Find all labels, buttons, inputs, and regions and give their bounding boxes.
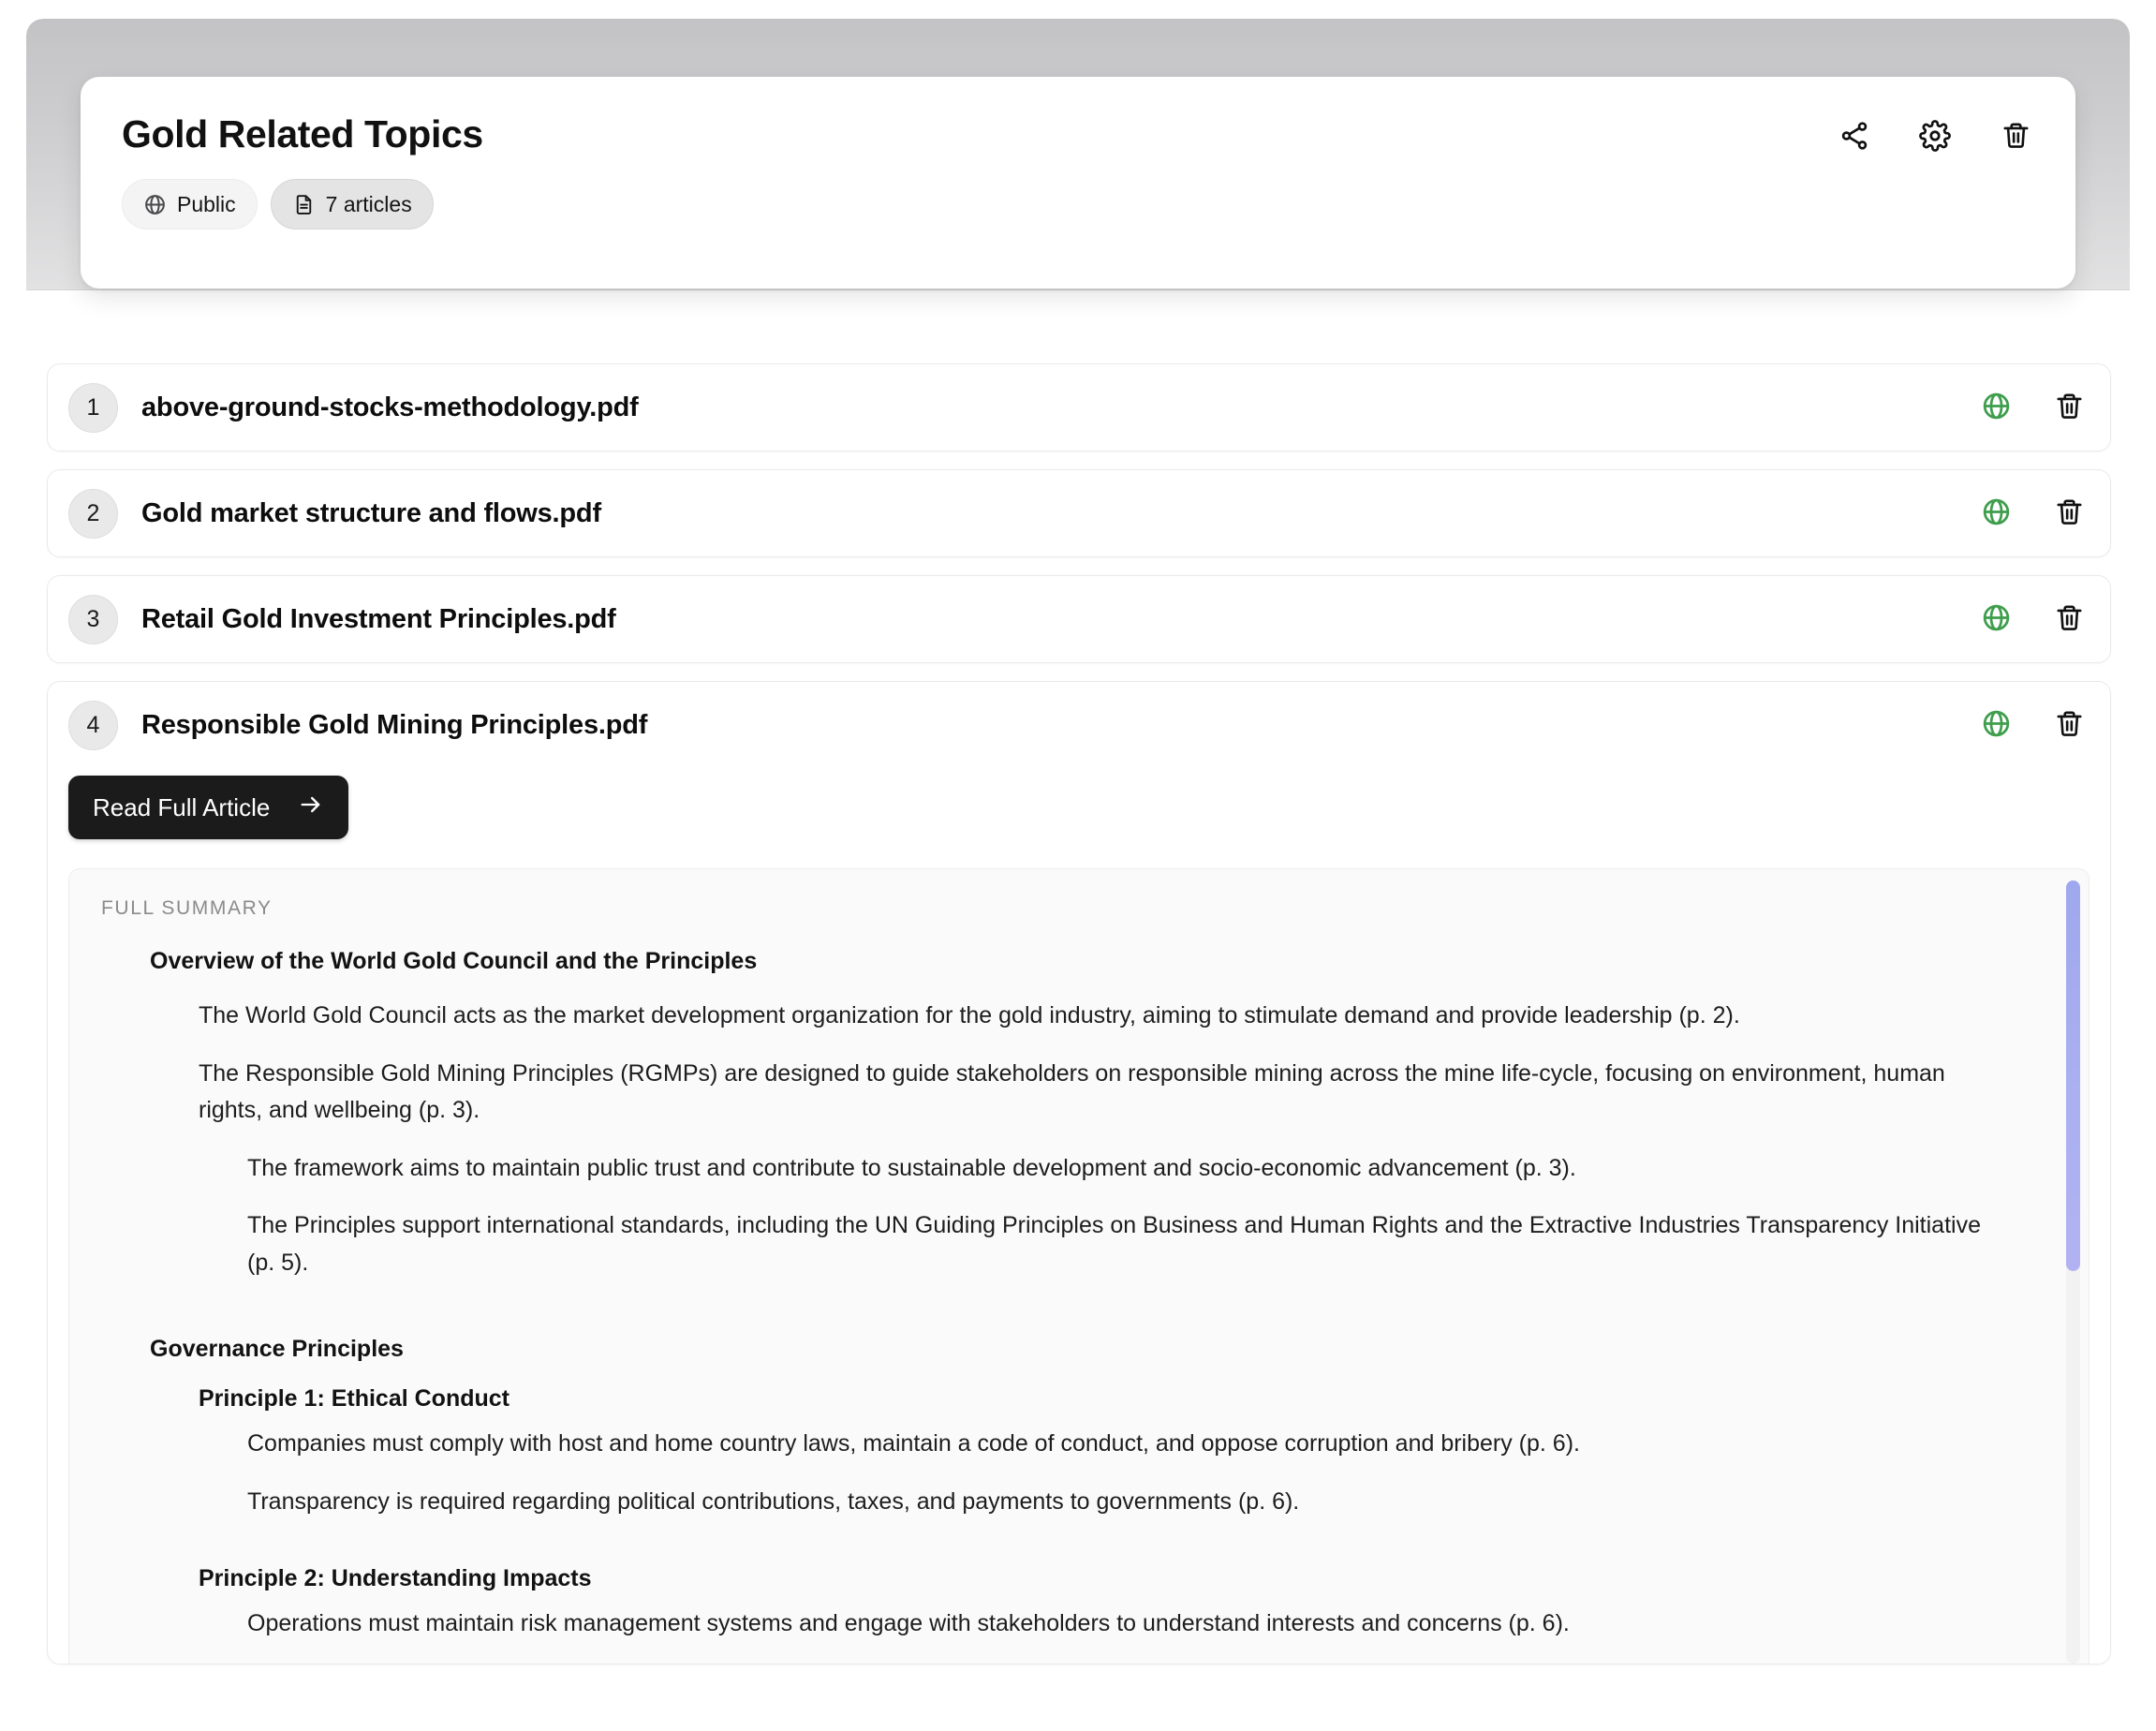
article-index-badge: 4 (68, 701, 118, 750)
globe-icon (143, 193, 167, 216)
settings-button[interactable] (1916, 118, 1954, 155)
summary-principle-point: Transparency is required regarding political contributions, taxes, and payments to governments (p. 6). (247, 1487, 1300, 1515)
gear-icon (1919, 120, 1951, 155)
article-visibility-button[interactable] (1977, 495, 2015, 532)
delete-collection-button[interactable] (1997, 118, 2034, 155)
summary-section-heading: Overview of the World Gold Council and the Principles (150, 948, 758, 974)
summary-paragraph: The Responsible Gold Mining Principles (RGMPs) are designed to guide stakeholders on responsible mining across the mine life-cycle, focusing on environment, human rights, and wellbeing (p. 3). (199, 1059, 1945, 1123)
summary-principle-title: Principle 2: Understanding Impacts (199, 1565, 592, 1591)
globe-icon (1981, 602, 2012, 636)
delete-article-button[interactable] (2050, 706, 2088, 744)
summary-principle-title: Principle 1: Ethical Conduct (199, 1385, 509, 1412)
collection-header-left (122, 114, 483, 229)
article-header[interactable] (48, 364, 2110, 451)
summary-paragraph: The World Gold Council acts as the market development organization for the gold industry, aiming to stimulate demand and provide leadership (p. 2). (199, 1002, 1740, 1028)
summary-sub-paragraph: The Principles support international standards, including the UN Guiding Principles on Business and Human Rights and the Extractive Industries Transparency Initiative (p. 5). (247, 1212, 1981, 1276)
document-icon (292, 193, 316, 216)
article-title: Gold market structure and flows.pdf (141, 497, 601, 528)
article-title: Responsible Gold Mining Principles.pdf (141, 709, 648, 740)
article-header[interactable] (48, 682, 2110, 768)
arrow-right-icon (298, 792, 324, 824)
article-actions (1977, 495, 2088, 532)
summary-scrollbar-thumb[interactable] (2066, 880, 2080, 1271)
read-full-article-button[interactable] (68, 776, 348, 839)
article-actions (1977, 600, 2088, 638)
share-icon (1839, 120, 1870, 155)
article-card[interactable] (47, 575, 2111, 663)
read-full-article-label: Read Full Article (93, 792, 271, 821)
globe-icon (1981, 496, 2012, 530)
trash-icon (2054, 708, 2085, 742)
trash-icon (2001, 120, 2031, 154)
article-title: Retail Gold Investment Principles.pdf (141, 603, 616, 634)
trash-icon (2054, 496, 2085, 530)
page-title: Gold Related Topics (122, 112, 483, 155)
article-list (47, 363, 2111, 1682)
collection-header-card (81, 77, 2075, 288)
article-title: above-ground-stocks-methodology.pdf (141, 392, 639, 422)
article-visibility-button[interactable] (1977, 600, 2015, 638)
article-count-badge[interactable] (271, 179, 434, 229)
summary-section-heading: Governance Principles (150, 1336, 404, 1362)
summary-scrollbar[interactable] (2066, 880, 2080, 1664)
article-card[interactable] (47, 363, 2111, 451)
trash-icon (2054, 602, 2085, 636)
full-summary-panel (68, 868, 2090, 1664)
summary-sub-paragraph: The framework aims to maintain public trust and contribute to sustainable development and socio-economic advancement (p. 3). (247, 1154, 1576, 1181)
globe-icon (1981, 708, 2012, 742)
trash-icon (2054, 391, 2085, 424)
article-header[interactable] (48, 470, 2110, 556)
collection-badges (122, 179, 483, 229)
article-index-badge: 2 (68, 489, 118, 539)
article-card-expanded[interactable] (47, 681, 2111, 1664)
summary-principle-point: Companies must comply with host and home country laws, maintain a code of conduct, and oppose corruption and bribery (p. 6). (247, 1430, 1580, 1457)
summary-principle-point: Operations must maintain risk management systems and engage with stakeholders to understand interests and concerns (p. 6). (247, 1610, 1570, 1636)
article-visibility-button[interactable] (1977, 706, 2015, 744)
collection-actions (1836, 118, 2034, 155)
article-actions (1977, 706, 2088, 744)
article-actions (1977, 389, 2088, 426)
article-visibility-button[interactable] (1977, 389, 2015, 426)
delete-article-button[interactable] (2050, 600, 2088, 638)
article-header[interactable] (48, 576, 2110, 662)
delete-article-button[interactable] (2050, 495, 2088, 532)
visibility-badge[interactable] (122, 179, 258, 229)
page-shell (26, 19, 2130, 1731)
full-summary-label: FULL SUMMARY (101, 897, 273, 919)
globe-icon (1981, 391, 2012, 424)
article-index-badge: 1 (68, 383, 118, 433)
article-count-label: 7 articles (325, 191, 412, 216)
article-card[interactable] (47, 469, 2111, 557)
delete-article-button[interactable] (2050, 389, 2088, 426)
share-button[interactable] (1836, 118, 1873, 155)
article-index-badge: 3 (68, 595, 118, 644)
visibility-badge-label: Public (177, 191, 236, 216)
